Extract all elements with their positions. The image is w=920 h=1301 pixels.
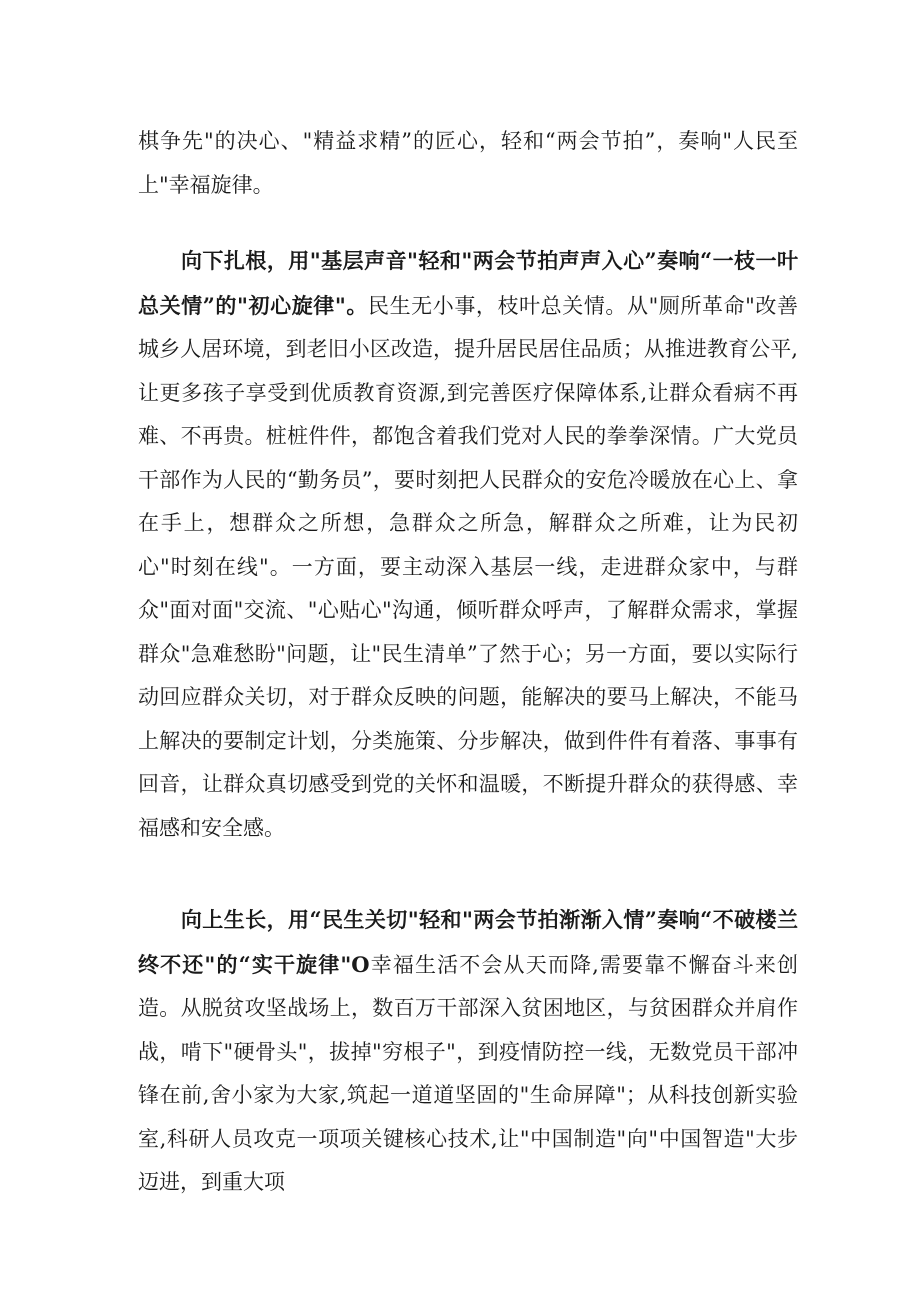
paragraph-2-body: 民生无小事，枝叶总关情。从"厕所革命"改善城乡人居环境，到老旧小区改造，提升居民居住品质；从推进教育公平,让更多孩子享受到优质教育资源,到完善医疗保障体系,让群众看病不再难、不再贵。桩桩件件，都饱含着我们党对人民的拳拳深情。广大党员干部作为人民的“勤务员”，要时刻把人民群众的安危冷暖放在心上、拿在手上，想群众之所想，急群众之所急，解群众之所难，让为民初心"时刻在线"。一方面，要主动深入基层一线，走进群众家中，与群众"面对面"交流、"心贴心"沟通，倾听群众呼声，了解群众需求，掌握群众"急难愁盼"问题，让"民生清单”了然于心；另一方面，要以实际行动回应群众关切，对于群众反映的问题，能解决的要马上解决，不能马上解决的要制定计划，分类施策、分步解决，做到件件有着落、事事有回音，让群众真切感受到党的关怀和温暖，不断提升群众的获得感、幸福感和安全感。 [138,293,798,840]
paragraph-1-body: 棋争先"的决心、"精益求精”的匠心，轻和“两会节拍”，奏响"人民至上"幸福旋律。 [138,129,798,197]
paragraph-3 [138,898,798,1205]
paragraph-2-lead: 向下扎根，用"基层声音"轻和"两会节拍声声入心”奏响“一枝一叶总关情”的"初心旋律"。 [138,248,798,318]
paragraph-2 [138,239,798,850]
paragraph-1 [138,119,798,207]
paragraph-3-lead: 向上生长，用“民生关切"轻和"两会节拍渐渐入情”奏响“不破楼兰终不还"的“实干旋律"O [138,907,798,977]
paragraph-3-body: 幸福生活不会从天而降,需要靠不懈奋斗来创造。从脱贫攻坚战场上，数百万干部深入贫困地区，与贫困群众并肩作战，啃下"硬骨头"，拔掉"穷根子"，到疫情防控一线，无数党员干部冲锋在前,舍小家为大家,筑起一道道坚固的"生命屏障"；从科技创新实验室,科研人员攻克一项项关键核心技术,让"中国制造"向"中国智造"大步迈进，到重大项 [138,952,798,1194]
